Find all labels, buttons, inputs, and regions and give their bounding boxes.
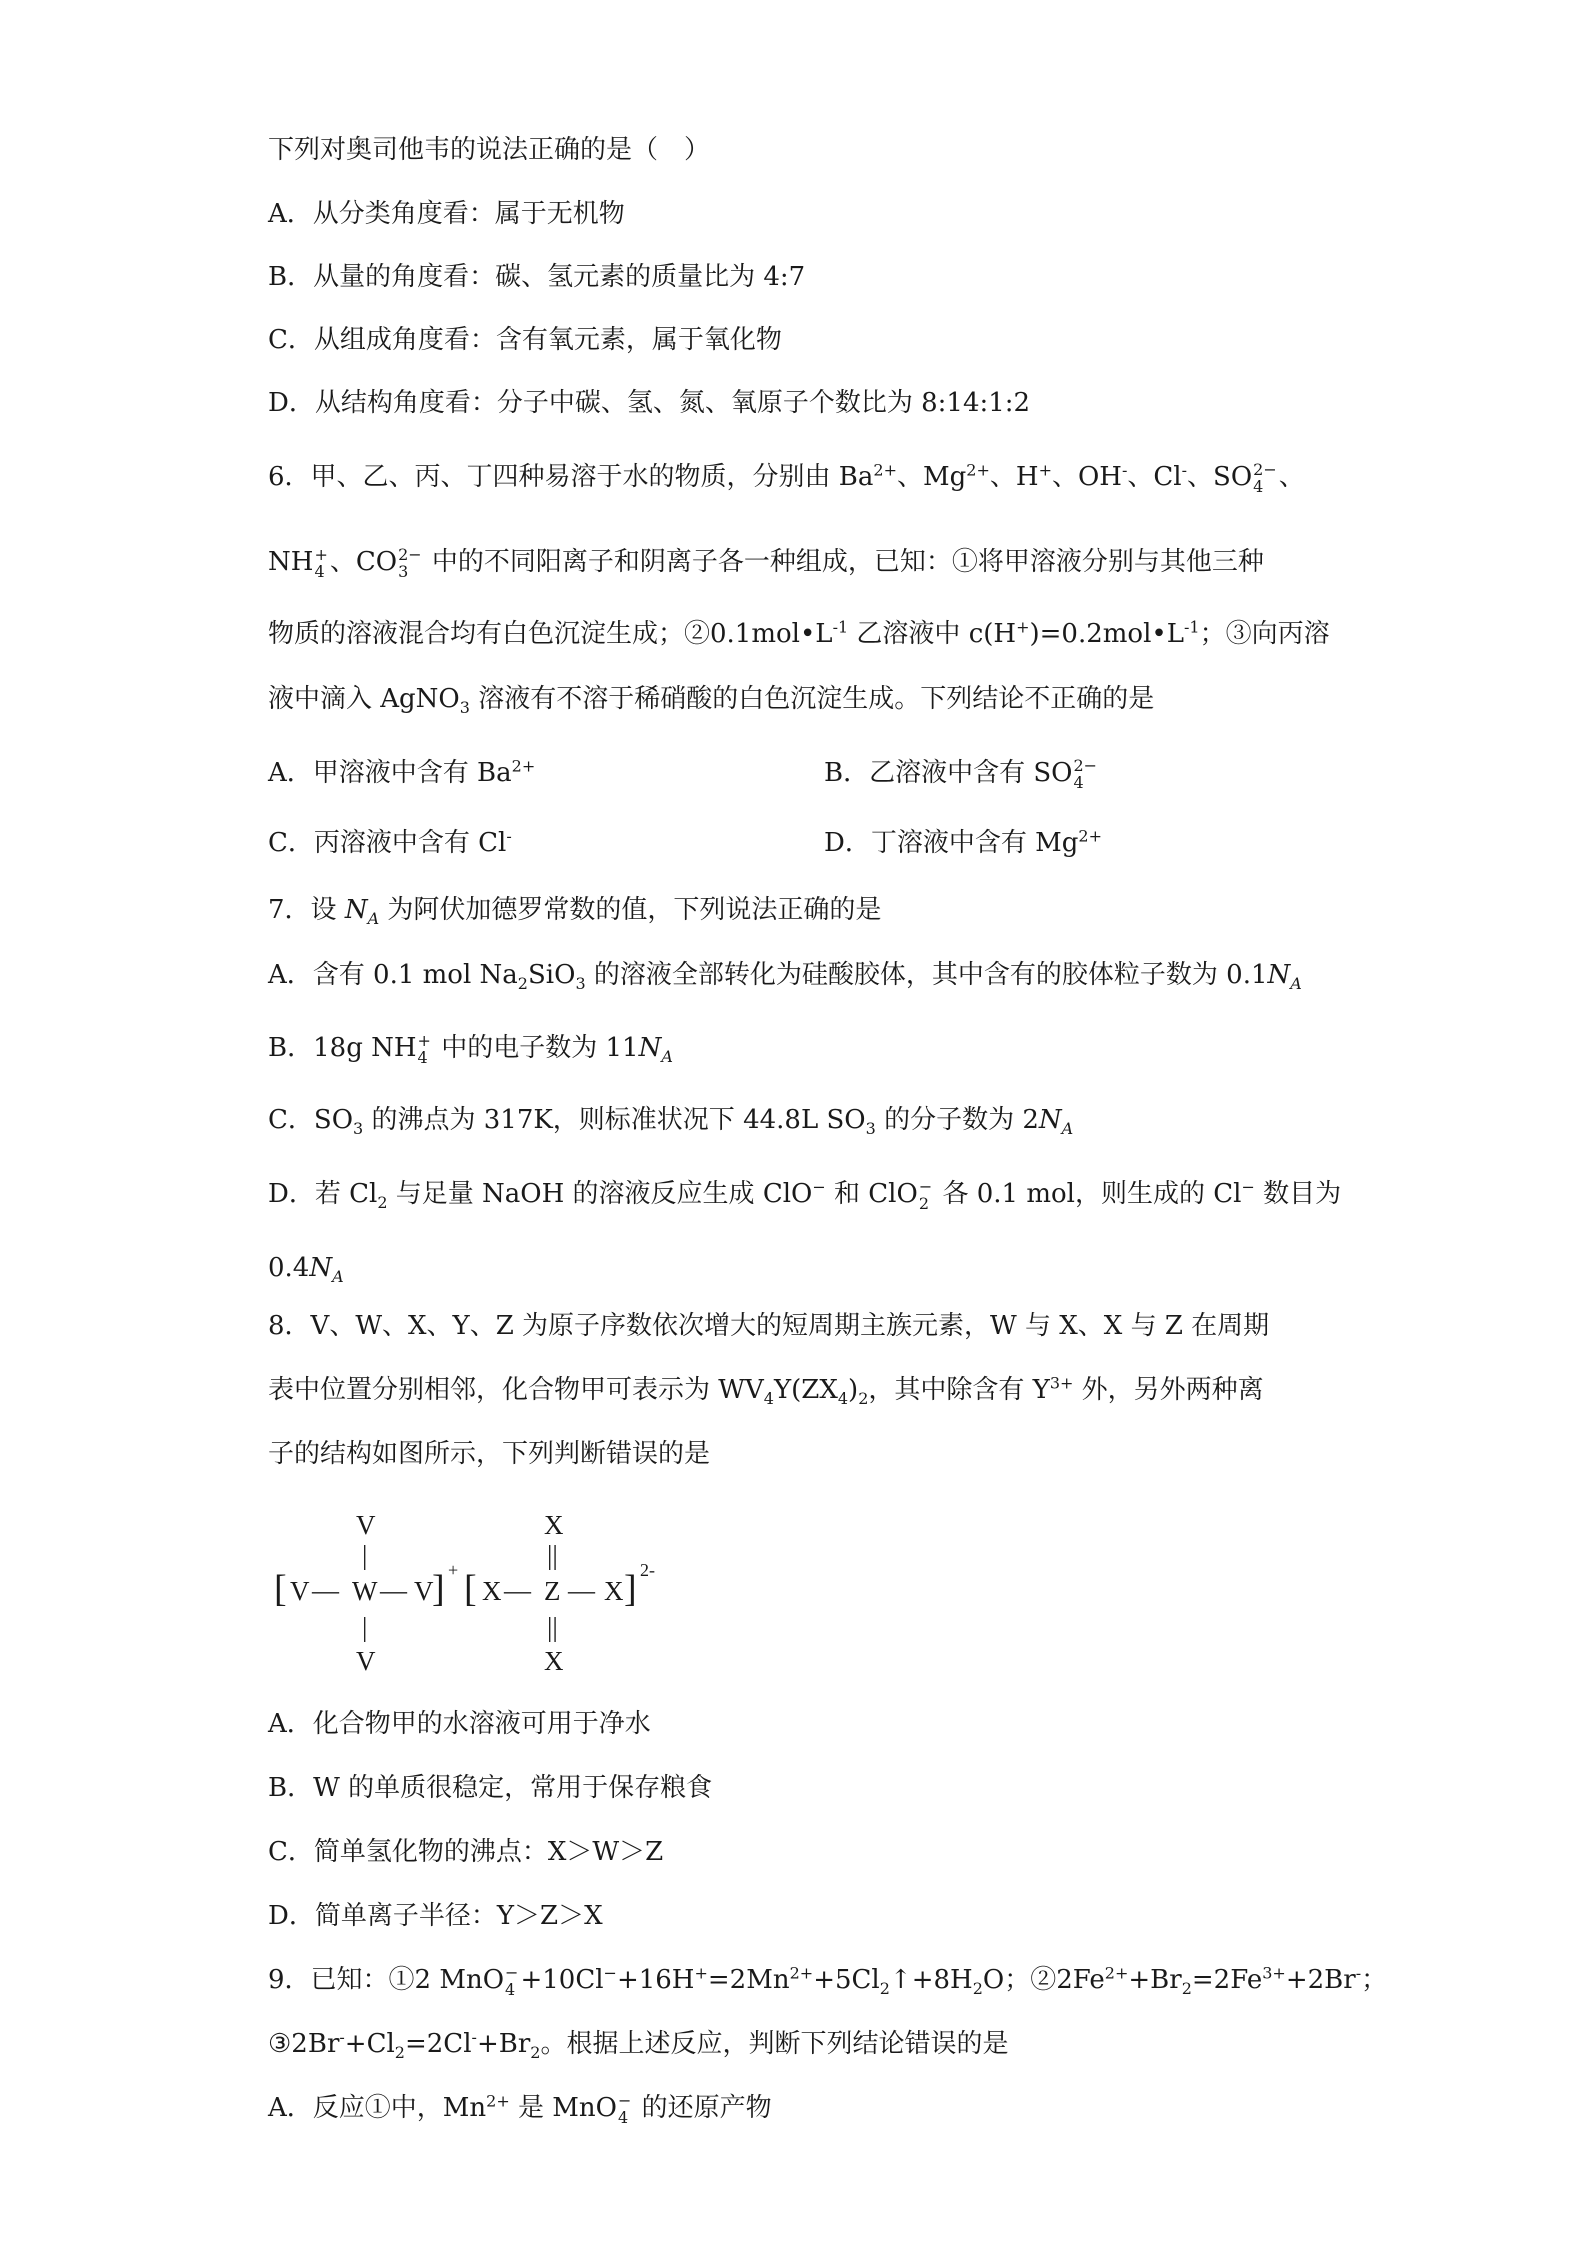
- bond-w-v-bottom: |: [362, 1612, 368, 1642]
- q8-line-1: 8．V、W、X、Y、Z 为原子序数依次增大的短周期主族元素，W 与 X、X 与 Z 在周期: [268, 1311, 1270, 1341]
- q5-option-d: D．从结构角度看：分子中碳、氢、氮、氧原子个数比为 8:14:1:2: [268, 388, 1031, 418]
- atom-x-top: X: [544, 1510, 564, 1540]
- q8-option-b: B．W 的单质很稳定，常用于保存粮食: [268, 1773, 713, 1803]
- q8-line-3: 子的结构如图所示，下列判断错误的是: [268, 1439, 711, 1469]
- bracket-left-2: [: [464, 1568, 477, 1610]
- sulfate-charge: 2− 4: [1253, 460, 1277, 496]
- q6-line-3: 物质的溶液混合均有白色沉淀生成；$②0.1mol•L^{-1}$ 乙溶液中 $c(H^+)=0.2mol•L^{-1}$；③向丙溶: [268, 617, 1330, 649]
- bond-z-x-top: ||: [547, 1540, 558, 1570]
- atom-v-right: V: [414, 1576, 434, 1606]
- bracket-right: ]: [432, 1568, 445, 1610]
- q5-stem: 下列对奥司他韦的说法正确的是（ ）: [268, 135, 711, 165]
- atom-w: W: [352, 1576, 378, 1606]
- atom-v-bottom: V: [356, 1646, 376, 1676]
- q9-option-a: A．反应①中，$Mn^{2+}$ 是 MnO − 4 的还原产物: [268, 2091, 772, 2127]
- q5-option-a: A．从分类角度看：属于无机物: [268, 199, 625, 229]
- atom-x-left: X: [482, 1576, 502, 1606]
- q6-line-1: 6．甲、乙、丙、丁四种易溶于水的物质，分别由 $Ba^{2+}$、$Mg^{2+}$、H+、OH-、Cl-、SO 2− 4 、: [268, 460, 1305, 496]
- cation-charge: +: [448, 1560, 459, 1580]
- atom-v-left: V: [290, 1576, 310, 1606]
- q6-option-d: D．丁溶液中含有 $Mg^{2+}$: [824, 826, 1102, 858]
- q9-line-1: 9．已知：①2 MnO − 4 $+10Cl^-+16H^+=2Mn^{2+}+5Cl_2↑+8H_2O$；$②2Fe^{2+}+Br_2=2Fe^{3+}+2Br^-$；: [268, 1963, 1388, 1999]
- bracket-left: [: [274, 1568, 287, 1610]
- atom-z: Z: [544, 1576, 561, 1606]
- atom-v-top: V: [356, 1510, 376, 1540]
- q8-option-d: D．简单离子半径：Y＞Z＞X: [268, 1901, 603, 1931]
- q9-line-2: $③2Br^-+Cl_2=2Cl^-+Br_2$。根据上述反应，判断下列结论错误的是: [268, 2027, 1009, 2063]
- carbonate-charge: 2− 3: [398, 545, 422, 581]
- q7-option-c: C．$SO_3$ 的沸点为 317K，则标准状况下 44.8L $SO_3$ 的分子数为 $2N_A$: [268, 1105, 1074, 1139]
- q6-option-b: B．乙溶液中含有 SO 2− 4: [824, 756, 1098, 792]
- q7-option-d: D．若 $Cl_2$ 与足量 NaOH 的溶液反应生成 ClO− 和 ClO − 2 各 0.1 mol，则生成的 Cl− 数目为: [268, 1177, 1342, 1213]
- q6-line-4: 液中滴入 AgNO$_3$ 溶液有不溶于稀硝酸的白色沉淀生成。下列结论不正确的是: [268, 684, 1155, 718]
- q7-option-d-continued: $0.4N_A$: [268, 1253, 344, 1287]
- ammonium-charge: + 4: [314, 545, 328, 581]
- q8-option-c: C．简单氢化物的沸点：X＞W＞Z: [268, 1837, 664, 1867]
- q7-option-a: A．含有 0.1 mol $Na_2SiO_3$ 的溶液全部转化为硅酸胶体，其中含有的胶体粒子数为 $0.1N_A$: [268, 960, 1302, 994]
- q6-option-c: C．丙溶液中含有 Cl-: [268, 826, 512, 858]
- atom-x-right: X: [604, 1576, 624, 1606]
- bond-z-x-bottom: ||: [547, 1612, 558, 1642]
- bracket-right-2: ]: [624, 1568, 637, 1610]
- bond-x-z: —: [504, 1575, 531, 1605]
- q5-option-b: B．从量的角度看：碳、氢元素的质量比为 4:7: [268, 262, 806, 292]
- q7-option-b: B．18g NH + 4 中的电子数为 $11N_A$: [268, 1031, 673, 1067]
- q5-option-c: C．从组成角度看：含有氧元素，属于氧化物: [268, 325, 782, 355]
- bond-v-w: —: [312, 1575, 339, 1605]
- ion-structure-figure: [268, 1500, 688, 1680]
- q6-option-a: A．甲溶液中含有 $Ba^{2+}$: [268, 756, 536, 788]
- bond-w-v: —: [380, 1575, 407, 1605]
- q7-stem: 7．设 $N_A$ 为阿伏加德罗常数的值，下列说法正确的是: [268, 895, 882, 929]
- atom-x-bottom: X: [544, 1646, 564, 1676]
- q8-option-a: A．化合物甲的水溶液可用于净水: [268, 1709, 651, 1739]
- bond-z-x: —: [568, 1575, 595, 1605]
- anion-charge: 2-: [640, 1560, 655, 1580]
- q6-line-2: NH + 4 、CO 2− 3 中的不同阳离子和阴离子各一种组成，已知：①将甲溶液分别与其他三种: [268, 545, 1264, 581]
- bond-w-v-top: |: [362, 1540, 368, 1570]
- q8-line-2: 表中位置分别相邻，化合物甲可表示为 $WV_4Y(ZX_4)_2$，其中除含有 $Y^{3+}$ 外，另外两种离: [268, 1373, 1264, 1409]
